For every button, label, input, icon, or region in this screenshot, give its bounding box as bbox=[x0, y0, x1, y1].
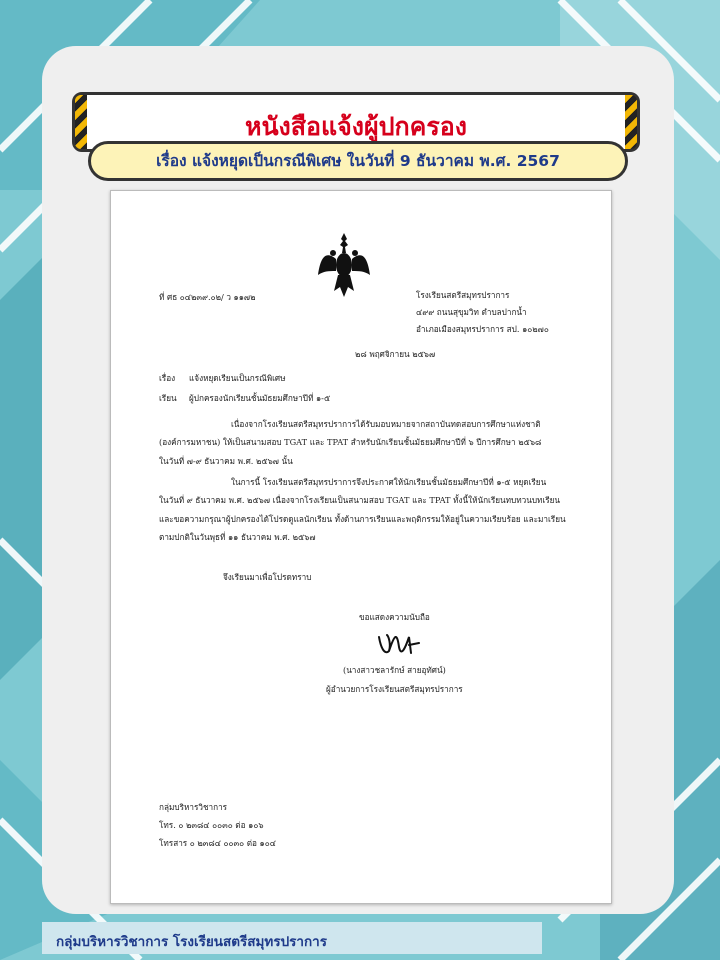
letter-date: ๒๘ พฤศจิกายน ๒๕๖๗ bbox=[355, 349, 436, 359]
department-name: กลุ่มบริหารวิชาการ bbox=[159, 802, 228, 812]
fax-number: โทรสาร ๐ ๒๓๘๔ ๐๐๓๐ ต่อ ๑๐๔ bbox=[159, 838, 276, 848]
closing-request: จึงเรียนมาเพื่อโปรดทราบ bbox=[223, 572, 312, 582]
reference-number: ที่ ศธ ๐๔๒๓๙.๐๒/ ว ๑๑๗๒ bbox=[159, 292, 256, 302]
signer-title: ผู้อำนวยการโรงเรียนสตรีสมุทรปราการ bbox=[326, 684, 463, 694]
paragraph2-line4: ตามปกติในวันพุธที่ ๑๑ ธันวาคม พ.ศ. ๒๕๖๗ bbox=[159, 532, 316, 542]
paragraph1-line1: เนื่องจากโรงเรียนสตรีสมุทรปราการได้รับมอบหมายจากสถาบันทดสอบการศึกษาแห่งชาติ bbox=[231, 419, 541, 429]
paragraph1-line2: (องค์การมหาชน) ให้เป็นสนามสอบ TGAT และ TPAT สำหรับนักเรียนชั้นมัธยมศึกษาปีที่ ๖ ปีการศึกษา ๒๕๖๘ bbox=[159, 437, 542, 447]
paragraph2-line3: และขอความกรุณาผู้ปกครองได้โปรดดูแลนักเรียน ทั้งด้านการเรียนและพฤติกรรมให้อยู่ในความเรียบร้อย และมาเรียน bbox=[159, 514, 566, 524]
letter-recipient: ผู้ปกครองนักเรียนชั้นมัธยมศึกษาปีที่ ๑-๕ bbox=[189, 393, 331, 403]
subject-banner: เรื่อง แจ้งหยุดเป็นกรณีพิเศษ ในวันที่ 9 ธันวาคม พ.ศ. 2567 bbox=[88, 141, 628, 181]
letter-document bbox=[110, 190, 612, 904]
closing-salutation: ขอแสดงความนับถือ bbox=[359, 612, 430, 622]
paragraph1-line3: ในวันที่ ๗-๙ ธันวาคม พ.ศ. ๒๕๖๗ นั้น bbox=[159, 456, 293, 466]
paragraph2-line2: ในวันที่ ๙ ธันวาคม พ.ศ. ๒๕๖๗ เนื่องจากโรงเรียนเป็นสนามสอบ TGAT และ TPAT ทั้งนี้ให้นักเรียนทบทวนบทเรียน bbox=[159, 495, 561, 505]
school-address-line2: อำเภอเมืองสมุทรปราการ สป. ๑๐๒๗๐ bbox=[416, 324, 549, 334]
school-address-line1: ๔๙๙ ถนนสุขุมวิท ตำบลปากน้ำ bbox=[416, 307, 527, 317]
garuda-emblem-icon bbox=[316, 231, 372, 301]
page-title: หนังสือแจ้งผู้ปกครอง bbox=[244, 112, 468, 141]
school-name: โรงเรียนสตรีสมุทรปราการ bbox=[416, 290, 510, 300]
to-label: เรียน bbox=[159, 393, 177, 403]
subject-label: เรื่อง bbox=[159, 373, 176, 383]
signer-name: (นางสาวชลารักษ์ สายอุทัศน์) bbox=[343, 665, 446, 675]
telephone: โทร. ๐ ๒๓๘๔ ๐๐๓๐ ต่อ ๑๐๖ bbox=[159, 820, 264, 830]
signature-image bbox=[373, 627, 423, 661]
paragraph2-line1: ในการนี้ โรงเรียนสตรีสมุทรปราการจึงประกาศให้นักเรียนชั้นมัธยมศึกษาปีที่ ๑-๕ หยุดเรียน bbox=[231, 477, 547, 487]
letter-subject: แจ้งหยุดเรียนเป็นกรณีพิเศษ bbox=[189, 373, 286, 383]
footer-text: กลุ่มบริหารวิชาการ โรงเรียนสตรีสมุทรปราการ bbox=[56, 934, 327, 950]
